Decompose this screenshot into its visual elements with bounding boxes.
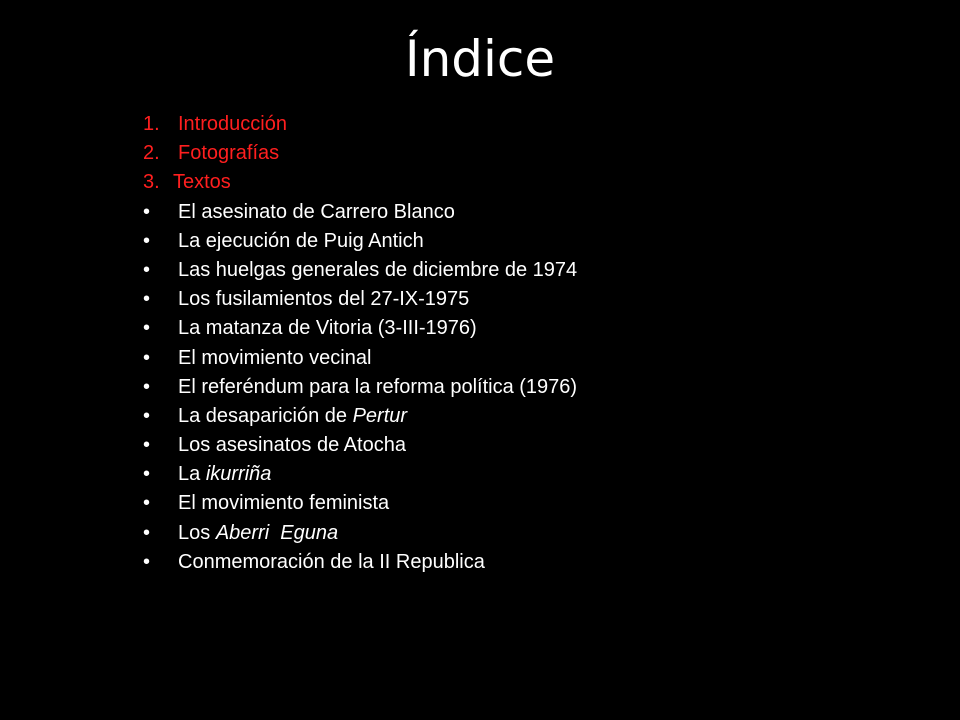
list-item-label: Los asesinatos de Atocha [178, 434, 406, 457]
list-item-label: El movimiento vecinal [178, 346, 372, 369]
bullet-icon: • [143, 375, 151, 398]
bullet-icon: • [143, 317, 151, 340]
list-item [143, 460, 903, 489]
list-item-label: Fotografías [178, 142, 280, 165]
list-item [143, 431, 903, 460]
list-item-label: La desaparición de [178, 404, 353, 427]
list-item-label: Las huelgas generales de diciembre de 1974 [178, 258, 578, 281]
slide-title: Índice [404, 30, 556, 88]
list-item-emphasis: ikurriña [205, 463, 272, 486]
bullet-icon: • [143, 550, 151, 573]
list-item-emphasis: Pertur [352, 404, 408, 427]
bullet-icon: • [143, 229, 151, 252]
list-number: 1. [143, 113, 160, 135]
list-item-label: Los [178, 521, 216, 544]
list-item [143, 314, 903, 343]
bullet-icon: • [143, 521, 151, 544]
table-of-contents [143, 110, 903, 577]
list-item [143, 519, 903, 548]
bullet-icon: • [143, 258, 151, 281]
toc-item-introduccion [143, 110, 903, 139]
bullet-icon: • [143, 288, 151, 311]
list-item [143, 344, 903, 373]
list-item-label: Conmemoración de la II Republica [178, 550, 485, 573]
list-item [143, 402, 903, 431]
list-item-label: Textos [173, 171, 231, 194]
list-item [143, 489, 903, 518]
list-item-label: La ejecución de Puig Antich [178, 229, 424, 252]
toc-item-textos [143, 168, 903, 197]
list-item [143, 227, 903, 256]
list-item [143, 373, 903, 402]
list-item-emphasis: Aberri Eguna [215, 521, 339, 544]
list-number: 2. [143, 142, 160, 165]
list-item-label: La matanza de Vitoria (3-III-1976) [178, 317, 477, 340]
list-item-label: Introducción [178, 113, 287, 135]
list-item [143, 198, 903, 227]
bullet-icon: • [143, 200, 151, 223]
list-item-label: El movimiento feminista [178, 492, 390, 515]
list-item-label: La [178, 463, 206, 486]
list-item [143, 285, 903, 314]
list-item-label: El referéndum para la reforma política (1976) [178, 375, 578, 398]
bullet-icon: • [143, 346, 151, 369]
list-item [143, 548, 903, 577]
list-item-label: El asesinato de Carrero Blanco [178, 200, 455, 223]
bullet-icon: • [143, 434, 151, 457]
toc-item-fotografias [143, 139, 903, 168]
list-number: 3. [143, 171, 160, 194]
bullet-icon: • [143, 492, 151, 515]
bullet-icon: • [143, 404, 151, 427]
bullet-icon: • [143, 463, 151, 486]
list-item-label: Los fusilamientos del 27-IX-1975 [178, 288, 470, 311]
list-item [143, 256, 903, 285]
